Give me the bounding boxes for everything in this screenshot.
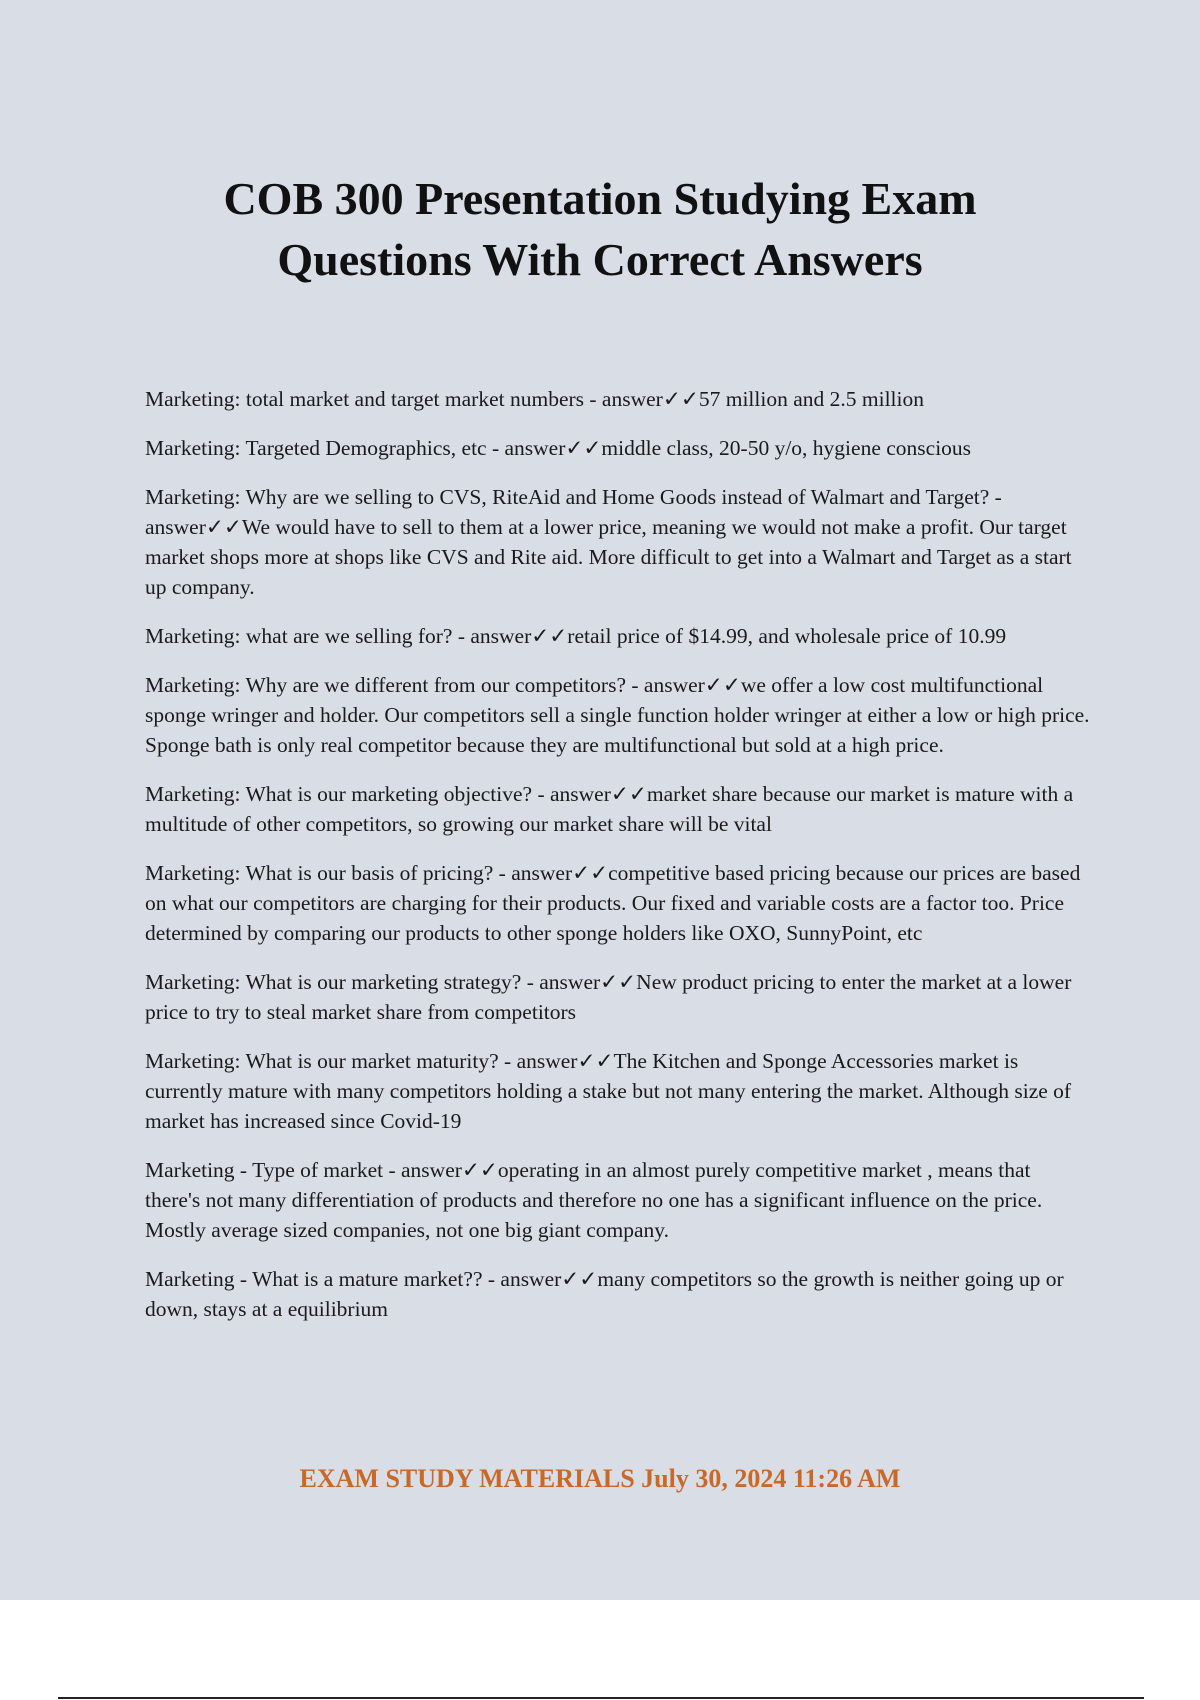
qa-item: Marketing - Type of market - answer✓✓operating in an almost purely competitive market , means that there's not many differentiation of products and therefore no one has a significant influence on the price. Mostly average sized companies, not one big giant company. xyxy=(145,1158,1043,1242)
bottom-divider xyxy=(58,1697,1144,1699)
qa-item: Marketing: What is our basis of pricing? - answer✓✓competitive based pricing because our prices are based on what our competitors are charging for their products. Our fixed and variable costs are a factor too. Price determined by comparing our products to other sponge holders like OXO, SunnyPoint, etc xyxy=(145,861,1081,945)
qa-item: Marketing: Why are we different from our competitors? - answer✓✓we offer a low cost multifunctional sponge wringer and holder. Our competitors sell a single function holder wringer at either a low or high price. Sponge bath is only real competitor because they are multifunctional but sold at a high price. xyxy=(145,673,1090,757)
title-line-1: COB 300 Presentation Studying Exam xyxy=(223,173,977,224)
qa-list xyxy=(145,384,1090,1343)
exam-materials-stamp: EXAM STUDY MATERIALS July 30, 2024 11:26 AM xyxy=(299,1464,901,1493)
qa-item: Marketing: Targeted Demographics, etc - answer✓✓middle class, 20-50 y/o, hygiene conscious xyxy=(145,436,972,460)
page-title xyxy=(100,168,1100,290)
title-line-2: Questions With Correct Answers xyxy=(277,234,923,285)
qa-item: Marketing: What is our market maturity? - answer✓✓The Kitchen and Sponge Accessories market is currently mature with many competitors holding a stake but not many entering the market. Although size of market has increased since Covid-19 xyxy=(145,1049,1072,1133)
qa-item: Marketing: Why are we selling to CVS, RiteAid and Home Goods instead of Walmart and Target? - answer✓✓We would have to sell to them at a lower price, meaning we would not make a profit. Our target market shops more at shops like CVS and Rite aid. More difficult to get into a Walmart and Target as a start up company. xyxy=(145,485,1072,599)
qa-item: Marketing: What is our marketing strategy? - answer✓✓New product pricing to enter the market at a lower price to try to steal market share from competitors xyxy=(145,970,1072,1024)
qa-item: Marketing: total market and target market numbers - answer✓✓57 million and 2.5 million xyxy=(145,387,924,411)
qa-item: Marketing - What is a mature market?? - answer✓✓many competitors so the growth is neither going up or down, stays at a equilibrium xyxy=(145,1267,1064,1321)
qa-item: Marketing: What is our marketing objective? - answer✓✓market share because our market is mature with a multitude of other competitors, so growing our market share will be vital xyxy=(145,782,1074,836)
qa-item: Marketing: what are we selling for? - answer✓✓retail price of $14.99, and wholesale price of 10.99 xyxy=(145,624,1007,648)
